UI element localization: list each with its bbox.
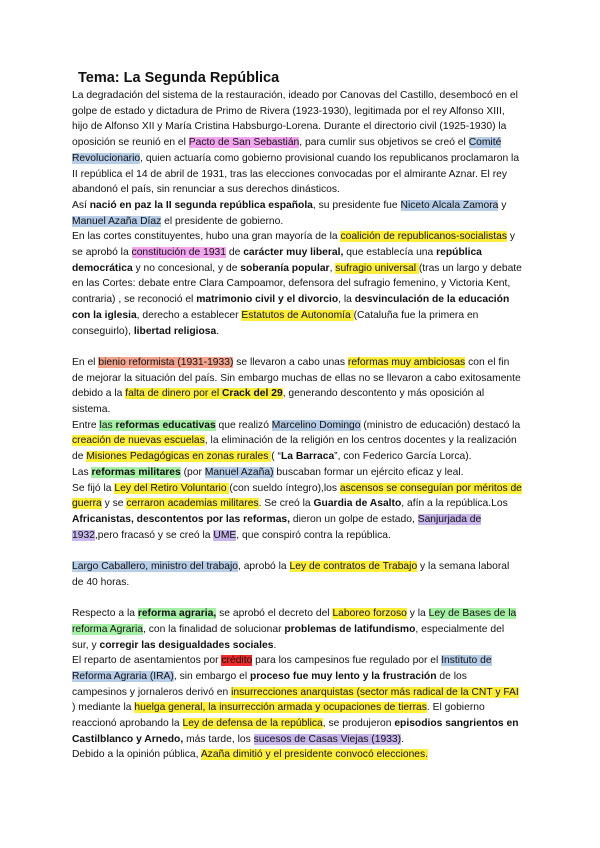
highlighted-text: Ley de Bases de la reforma Agraria (72, 608, 517, 635)
text-segment: proceso fue muy lento y la frustración (249, 670, 437, 682)
highlighted-text: Marcelino Domingo (271, 419, 361, 431)
paragraph (72, 418, 522, 465)
text-segment: y se aprobó la (72, 231, 516, 259)
text-segment: , se produjeron (322, 718, 395, 730)
text-segment: y se (101, 498, 127, 510)
text-segment: La degradación del sistema de la restauración, ideado por Canovas del Castillo, desembocó en el golpe de estado y dictadura de Primo de Rivera (1923-1930), legitimada por el rey Alfonso XIII, hijo de Alfonso XII y María Cristina Habsburgo-Lorena. Durante el directorio civil (1925-1930) la oposición se reunió en el (72, 90, 518, 149)
highlighted-text: Instituto de Reforma Agraria (IRA) (72, 655, 492, 682)
text-segment: . (216, 325, 220, 337)
text-segment: (ministro de educación) destacó la (360, 419, 521, 431)
highlighted-text: Sanjurjada de 1932 (72, 513, 482, 541)
highlighted-text: Crack del 29 (222, 388, 283, 400)
text-segment: En el (72, 356, 99, 368)
paragraph (72, 606, 522, 653)
paragraph (72, 465, 522, 481)
text-segment: , aprobó la (237, 561, 290, 573)
highlighted-text: sufragio universal (335, 262, 419, 274)
text-segment: , generando descontento y más oposición al sistema. (72, 388, 485, 416)
text-segment: dieron un golpe de estado, (290, 513, 418, 525)
text-segment: ) mediante la (72, 702, 135, 714)
highlighted-text: reforma agraria, (137, 608, 217, 620)
text-segment: . (401, 733, 404, 745)
text-segment: y la semana laboral de 40 horas. (72, 561, 510, 588)
highlighted-text: Largo Caballero, ministro del trabajo (72, 561, 238, 573)
text-segment: desvinculación de la educación con la iglesia (72, 294, 510, 321)
paragraph-gap (72, 590, 522, 606)
text-segment: , para cumlir sus objetivos se creó el (299, 137, 469, 149)
text-segment: el presidente de gobierno. (161, 215, 284, 227)
document-body (72, 88, 522, 763)
highlighted-text: Misiones Pedagógicas en zonas rurales (86, 451, 272, 463)
text-segment: Así (72, 199, 90, 211)
text-segment: , derecho a establecer (136, 309, 242, 321)
text-segment: En las cortes constituyentes, hubo una gran mayoría de la (72, 231, 341, 243)
highlighted-text: Estatutos de Autonomía (241, 309, 354, 321)
highlighted-text: las (99, 419, 116, 431)
highlighted-text: insurrecciones anarquistas (sector más radical de la CNT y FAI (231, 686, 519, 698)
highlighted-text: UME (213, 529, 237, 541)
text-segment: nació en paz la II segunda república española (89, 199, 313, 211)
text-segment: corregir las desigualdades sociales (99, 639, 274, 651)
text-segment: para los campesinos fue regulado por el (252, 655, 442, 667)
text-segment: . Se creó la (258, 498, 314, 510)
paragraph (72, 198, 522, 229)
text-segment: , con la finalidad de solucionar (142, 623, 285, 635)
text-segment: , sin embargo el (173, 670, 250, 682)
highlighted-text: bienio reformista (1931-1933) (98, 356, 234, 368)
text-segment: libertad religiosa (133, 325, 217, 337)
highlighted-text: falta de dinero por el (125, 388, 222, 400)
highlighted-text: reformas educativas (115, 419, 216, 431)
text-segment: El reparto de asentamientos por (72, 655, 222, 667)
text-segment: matrimonio civil y el divorcio (196, 294, 339, 306)
paragraph (72, 653, 522, 747)
text-segment: La Barraca (280, 451, 335, 463)
text-segment: problemas de latifundismo (284, 623, 416, 635)
text-segment: (tras un largo y debate en las Cortes: debate entre Clara Campoamor, defensora del sufragio femenino, y Victoria Kent, contraria) , se reconoció el (72, 262, 522, 306)
highlighted-text: Ley del Retiro Voluntario (114, 482, 230, 494)
text-segment: Las (72, 466, 92, 478)
text-segment: , su presidente fue (312, 199, 401, 211)
text-segment: soberanía popular (240, 262, 330, 274)
highlighted-text: cerraron academias militares (126, 498, 259, 510)
text-segment: ( “ (271, 451, 281, 463)
text-segment: . (273, 639, 277, 651)
page-title: Tema: La Segunda República (78, 70, 280, 86)
text-segment: episodios sangrientos en Castilblanco y Arnedo, (72, 718, 519, 745)
text-segment: Se fijó la (72, 482, 115, 494)
text-segment: Debido a la opinión pública, (72, 749, 201, 761)
highlighted-text: Ley de defensa de la república (182, 718, 323, 730)
text-segment: , que conspiró contra la república. (236, 529, 391, 541)
text-segment: y (498, 199, 507, 211)
text-segment: de (226, 247, 244, 259)
text-segment: más tarde, los (183, 733, 254, 745)
text-segment: Respecto a la (72, 608, 138, 620)
paragraph (72, 481, 522, 544)
text-segment: (con sueldo íntegro),los (229, 482, 340, 494)
text-segment: , la (338, 294, 355, 306)
text-segment: (por (180, 466, 205, 478)
text-segment: república democrática (72, 247, 482, 274)
highlighted-text: Ley de contratos de Trabajo (289, 561, 418, 573)
highlighted-text: Azaña dimitió y el presidente convocó elecciones. (200, 749, 429, 761)
paragraph (72, 747, 522, 763)
text-segment: Africanistas, descontentos por las reformas, (72, 513, 291, 525)
text-segment: , quien actuaría como gobierno provisional cuando los republicanos proclamaron la II república el 14 de abril de 1931, tras las elecciones convocadas por el almirante Aznar. El rey abandonó el país, sin renunciar a sus derechos dinásticos. (72, 152, 520, 196)
paragraph (72, 355, 522, 418)
text-segment: se llevaron a cabo unas (233, 356, 348, 368)
highlighted-text: Laboreo forzoso (332, 608, 407, 620)
highlighted-text: sucesos de Casas Viejas (1933) (253, 733, 402, 745)
highlighted-text: constitución de 1931 (131, 247, 227, 259)
paragraph (72, 229, 522, 339)
highlighted-text: Pacto de San Sebastián (188, 137, 300, 149)
text-segment: buscaban formar un ejército eficaz y leal. (273, 466, 464, 478)
text-segment: (Cataluña fue la primera en conseguirlo), (72, 309, 479, 337)
text-segment: . El gobierno reaccionó aprobando la (72, 702, 485, 730)
highlighted-text: crédito (221, 655, 253, 667)
text-segment: y la (406, 608, 429, 620)
highlighted-text: reformas muy ambiciosas (347, 356, 466, 368)
highlighted-text: creación de nuevas escuelas (72, 435, 205, 447)
text-segment: ,pero fracasó y se creó la (94, 529, 214, 541)
text-segment: , la eliminación de la religión en los centros docentes y la realización de (72, 435, 517, 463)
text-segment: , especialmente del sur, y (72, 623, 505, 651)
text-segment: Guardia de Asalto (313, 498, 402, 510)
text-segment: ”, con Federico García Lorca). (334, 451, 472, 463)
text-segment: y no concesional, y de (132, 262, 241, 274)
text-segment: , (329, 262, 336, 274)
paragraph (72, 559, 522, 590)
paragraph-gap (72, 339, 522, 355)
paragraph-gap (72, 543, 522, 559)
text-segment: que realizó (215, 419, 272, 431)
text-segment: se aprobó el decreto del (216, 608, 333, 620)
highlighted-text: Manuel Azaña) (204, 466, 274, 478)
highlighted-text: coalición de republicanos-socialistas (340, 231, 508, 243)
highlighted-text: huelga general, la insurrección armada y ocupaciones de tierras (134, 702, 427, 714)
highlighted-text: ascensos se conseguían por méritos de guerra (72, 482, 522, 510)
paragraph (72, 88, 522, 198)
text-segment: con el fin de mejorar la situación del país. Sin embargo muchas de ellas no se llevaron a cabo exitosamente debido a la (72, 356, 521, 400)
highlighted-text: Niceto Alcala Zamora (400, 199, 499, 211)
text-segment: Entre (72, 419, 100, 431)
text-segment: de los campesinos y jornaleros derivó en (72, 670, 467, 698)
text-segment: , afín a la república.Los (401, 498, 508, 510)
text-segment: carácter muy liberal, (243, 247, 344, 259)
highlighted-text: Manuel Azaña Díaz (72, 215, 162, 227)
highlighted-text: reformas militares (91, 466, 181, 478)
highlighted-text: Comité Revolucionario (72, 137, 502, 164)
text-segment: que establecía una (343, 247, 437, 259)
